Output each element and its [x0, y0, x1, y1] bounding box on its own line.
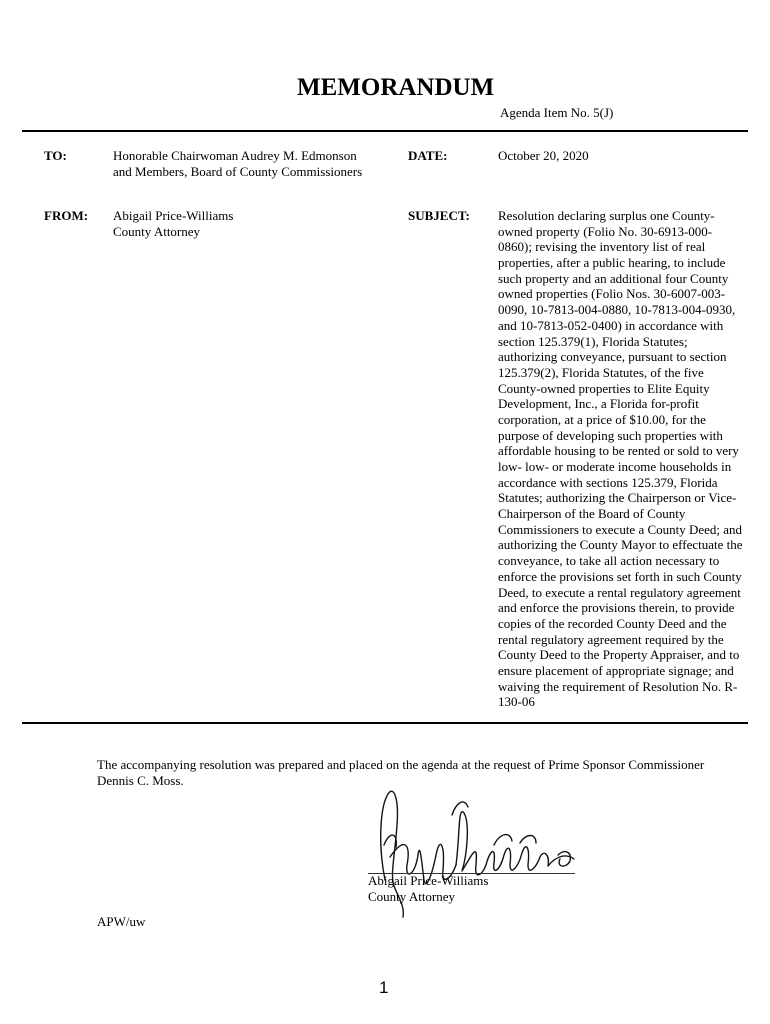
- typist-initials: APW/uw: [97, 914, 146, 929]
- subject-line: Development, Inc., a Florida for-profit: [498, 396, 699, 412]
- subject-line: and enforce the provisions therein, to provide: [498, 600, 735, 616]
- subject-line: authorizing conveyance, pursuant to section: [498, 349, 727, 365]
- subject-line: and 10-7813-052-0400) in accordance with: [498, 317, 724, 333]
- subject-line: County-owned properties to Elite Equity: [498, 380, 710, 396]
- signatory-name: Abigail Price-Williams: [368, 873, 489, 888]
- subject-line: owned property (Folio No. 30-6913-000-: [498, 223, 713, 239]
- subject-text: [498, 208, 743, 710]
- to-recipient: [113, 148, 362, 179]
- subject-line: copies of the recorded County Deed and the: [498, 615, 727, 631]
- subject-line: enforce the provisions set forth in such County: [498, 568, 742, 584]
- signatory-title: County Attorney: [368, 889, 456, 904]
- subject-line: purpose of developing such properties with: [498, 427, 723, 443]
- subject-line: 0090, 10-7813-004-0880, 10-7813-004-0930,: [498, 302, 736, 318]
- subject-line: accordance with sections 125.379, Florida: [498, 474, 718, 490]
- subject-line: ensure placement of appropriate signage; and: [498, 662, 734, 678]
- subject-line: corporation, at a price of $10.00, for the: [498, 411, 706, 427]
- subject-line: low- low- or moderate income households in: [498, 459, 732, 474]
- subject-label: SUBJECT:: [408, 208, 470, 223]
- subject-line: authorizing the County Mayor to effectuate the: [498, 537, 743, 553]
- body-divider: [22, 722, 748, 724]
- subject-line: affordable housing to be rented or sold to very: [498, 443, 739, 459]
- subject-line: such property and an additional four County: [498, 270, 729, 286]
- from-sender: [113, 208, 233, 239]
- subject-line: 0860); revising the inventory list of real: [498, 239, 706, 255]
- to-line: Honorable Chairwoman Audrey M. Edmonson: [113, 148, 357, 163]
- memo-title: MEMORANDUM: [297, 74, 495, 101]
- subject-line: Resolution declaring surplus one County-: [498, 208, 715, 223]
- from-line: Abigail Price-Williams: [113, 208, 234, 223]
- subject-line: waiving the requirement of Resolution No. R-: [498, 678, 738, 694]
- page-number: 1: [379, 978, 389, 997]
- subject-line: 125.379(2), Florida Statutes, of the five: [498, 364, 704, 380]
- body-line: Dennis C. Moss.: [97, 773, 184, 788]
- subject-line: 130-06: [498, 694, 535, 710]
- from-label: FROM:: [44, 208, 89, 223]
- to-line: and Members, Board of County Commissioners: [113, 163, 363, 179]
- to-label: TO:: [44, 148, 67, 163]
- subject-line: section 125.379(1), Florida Statutes;: [498, 333, 688, 349]
- signature-block: [368, 873, 488, 905]
- body-line: The accompanying resolution was prepared and placed on the agenda at the request of Prime Sponsor Commissioner: [97, 757, 705, 772]
- subject-line: Deed, to execute a rental regulatory agreement: [498, 584, 741, 600]
- subject-line: Statutes; authorizing the Chairperson or Vice-: [498, 490, 737, 506]
- from-line: County Attorney: [113, 223, 201, 239]
- subject-line: Commissioners to execute a County Deed; and: [498, 521, 743, 537]
- date-value: October 20, 2020: [498, 148, 589, 163]
- subject-line: owned properties (Folio Nos. 30-6007-003-: [498, 286, 726, 302]
- subject-line: rental regulatory agreement required by the: [498, 631, 724, 647]
- date-label: DATE:: [408, 148, 448, 163]
- subject-line: properties, after a public hearing, to include: [498, 255, 726, 271]
- subject-line: Chairperson of the Board of County: [498, 506, 686, 522]
- subject-line: conveyance, to take all action necessary to: [498, 553, 720, 569]
- subject-line: County Deed to the Property Appraiser, and to: [498, 647, 740, 663]
- agenda-item-number: Agenda Item No. 5(J): [500, 105, 614, 120]
- header-divider: [22, 130, 748, 132]
